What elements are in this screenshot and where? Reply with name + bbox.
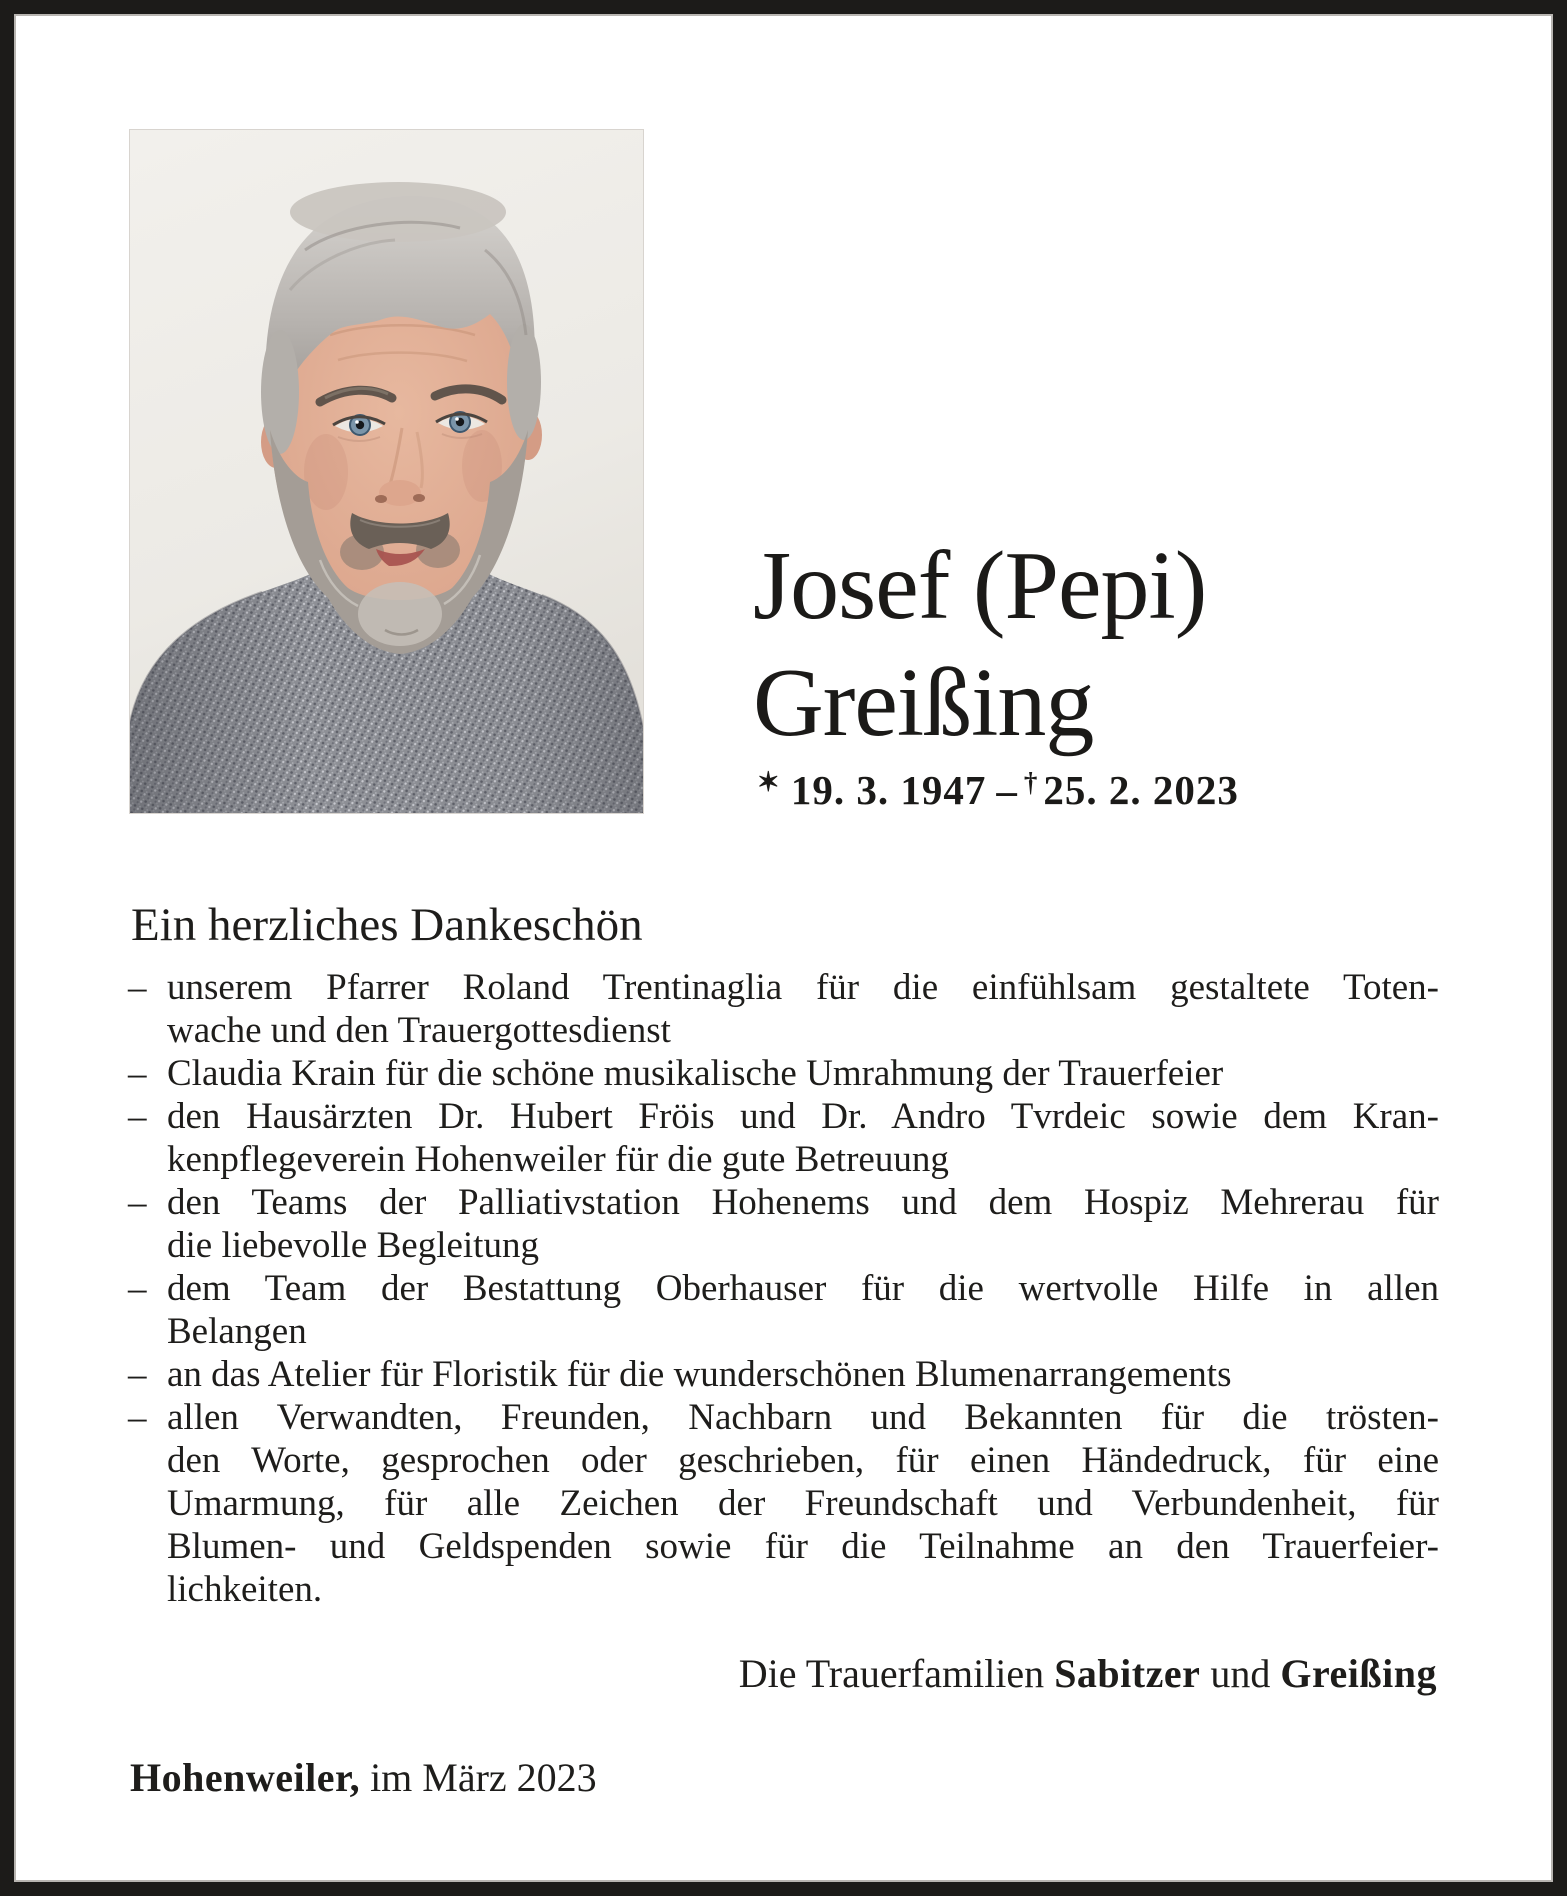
family-name-greissing: Greißing xyxy=(1280,1651,1437,1696)
list-item-line: dem Team der Bestattung Oberhauser für die wertvolle Hilfe in allen xyxy=(167,1268,1439,1309)
list-item-line: an das Atelier für Floristik für die wunderschönen Blumenarrangements xyxy=(167,1354,1232,1395)
list-item-line: Belangen xyxy=(167,1311,307,1352)
date-text: im März 2023 xyxy=(370,1755,597,1800)
list-item xyxy=(128,1181,1439,1267)
death-date: 25. 2. 2023 xyxy=(1043,767,1239,813)
list-item-line: allen Verwandten, Freunden, Nachbarn und Bekannten für die trösten- xyxy=(167,1397,1439,1438)
signature-connector: und xyxy=(1210,1651,1271,1696)
list-item-line: wache und den Trauergottesdienst xyxy=(167,1010,671,1051)
birth-date: 19. 3. 1947 xyxy=(790,767,987,813)
list-dash: – xyxy=(128,1096,147,1137)
place-name: Hohenweiler, xyxy=(130,1755,361,1800)
list-item-line: Umarmung, für alle Zeichen der Freundschaft und Verbundenheit, für xyxy=(167,1483,1439,1524)
birth-star-icon: ✶ xyxy=(757,767,780,797)
deceased-name-line1: Josef (Pepi) xyxy=(753,532,1207,640)
mourning-families xyxy=(739,1650,1437,1698)
list-item xyxy=(128,1052,1439,1095)
deceased-name xyxy=(753,528,1206,762)
family-name-sabitzer: Sabitzer xyxy=(1054,1651,1201,1696)
list-item xyxy=(128,1267,1439,1353)
list-dash: – xyxy=(128,1397,147,1438)
list-item xyxy=(128,1396,1439,1611)
death-dagger-icon: † xyxy=(1023,767,1038,797)
list-dash: – xyxy=(128,1053,147,1094)
list-dash: – xyxy=(128,967,147,1008)
list-item xyxy=(128,966,1439,1052)
thanks-list xyxy=(128,966,1439,1611)
list-item-line: die liebevolle Begleitung xyxy=(167,1225,539,1266)
portrait-photo xyxy=(130,130,643,813)
portrait-photo-drawing xyxy=(130,130,643,813)
thanks-heading: Ein herzliches Dankeschön xyxy=(131,899,643,951)
list-dash: – xyxy=(128,1182,147,1223)
list-item-line: Blumen- und Geldspenden sowie für die Teilnahme an den Trauerfeier- xyxy=(167,1526,1439,1567)
list-dash: – xyxy=(128,1268,147,1309)
list-item-line: unserem Pfarrer Roland Trentinaglia für die einfühlsam gestaltete Toten- xyxy=(167,967,1439,1008)
list-item-line: den Worte, gesprochen oder geschrieben, für einen Händedruck, für eine xyxy=(167,1440,1439,1481)
place-date-line xyxy=(130,1754,597,1802)
list-item-line: kenpflegeverein Hohenweiler für die gute Betreuung xyxy=(167,1139,949,1180)
list-item-line: den Hausärzten Dr. Hubert Fröis und Dr. Andro Tvrdeic sowie dem Kran- xyxy=(167,1096,1439,1137)
deceased-name-line2: Greißing xyxy=(753,649,1094,757)
list-item-line: lichkeiten. xyxy=(167,1569,323,1610)
date-separator: – xyxy=(996,767,1018,813)
list-item xyxy=(128,1353,1439,1396)
list-dash: – xyxy=(128,1354,147,1395)
list-item-line: den Teams der Palliativstation Hohenems und dem Hospiz Mehrerau für xyxy=(167,1182,1439,1223)
signature-prefix: Die Trauerfamilien xyxy=(738,1651,1045,1696)
life-dates xyxy=(757,766,1239,814)
list-item xyxy=(128,1095,1439,1181)
list-item-line: Claudia Krain für die schöne musikalische Umrahmung der Trauerfeier xyxy=(167,1053,1224,1094)
